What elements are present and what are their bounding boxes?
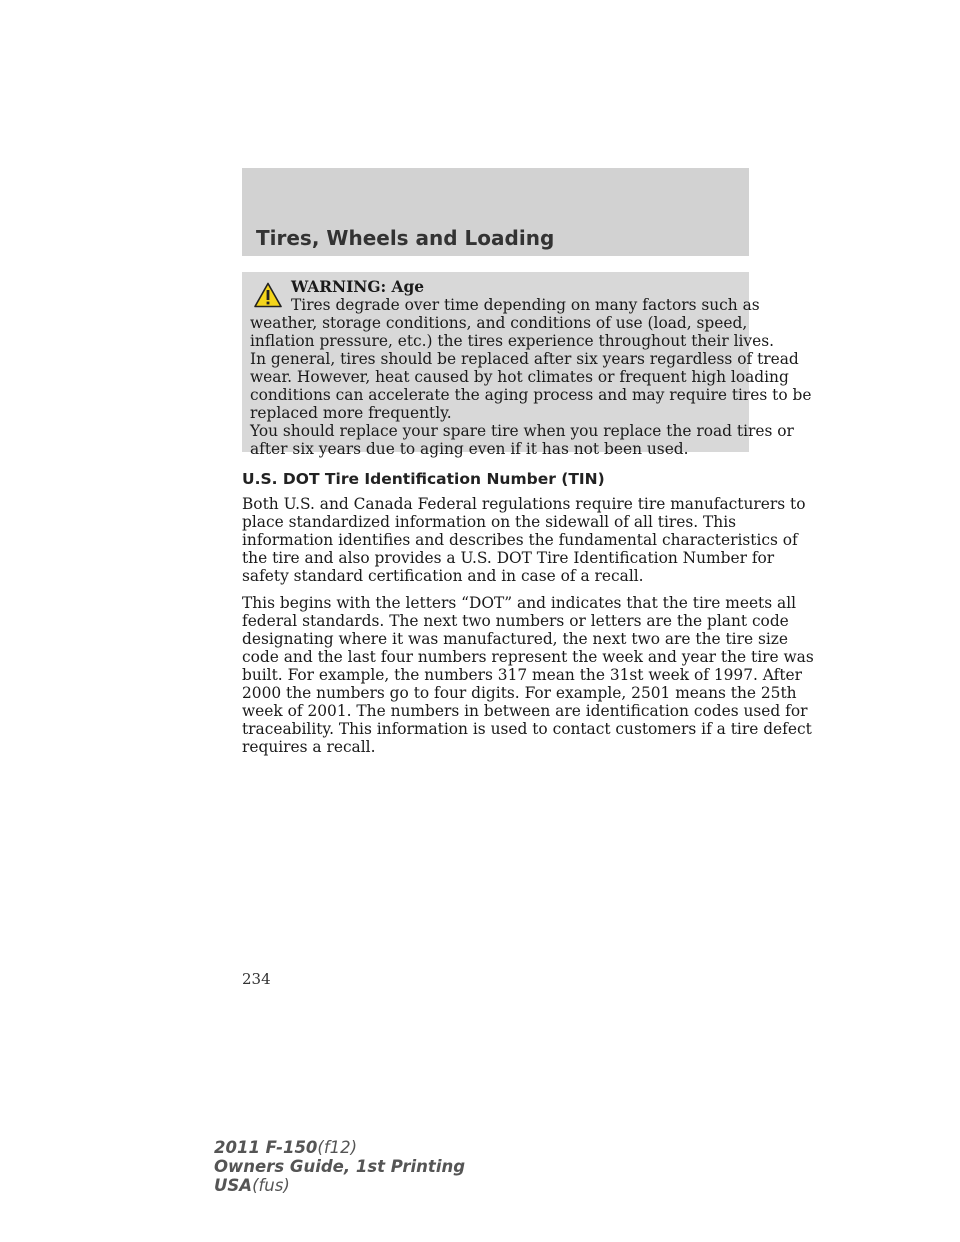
page-number: 234 (242, 970, 271, 988)
paragraph-line: designating where it was manufactured, the next two are the tire size (242, 630, 788, 648)
paragraph-tin-format (242, 594, 814, 756)
paragraph-line: code and the last four numbers represent the week and year the tire was (242, 648, 814, 666)
warning-text-line: You should replace your spare tire when you replace the road tires or (250, 422, 794, 440)
footer-region-code: (fus) (252, 1176, 290, 1195)
warning-icon (254, 282, 282, 308)
paragraph-line: week of 2001. The numbers in between are identification codes used for (242, 702, 808, 720)
footer-region: USA (214, 1176, 253, 1195)
paragraph-line: information identifies and describes the fundamental characteristics of (242, 531, 798, 549)
section-header-band (242, 168, 749, 256)
section-title: Tires, Wheels and Loading (256, 226, 555, 250)
paragraph-line: requires a recall. (242, 738, 376, 756)
paragraph-line: 2000 the numbers go to four digits. For example, 2501 means the 25th (242, 684, 797, 702)
footer-line-guide (214, 1157, 465, 1176)
warning-text-line: after six years due to aging even if it has not been used. (250, 440, 689, 458)
footer-model: 2011 F-150 (214, 1138, 318, 1157)
paragraph-line: federal standards. The next two numbers or letters are the plant code (242, 612, 789, 630)
warning-text-line: replaced more frequently. (250, 404, 452, 422)
paragraph-tin-regulations (242, 495, 806, 585)
section-heading: U.S. DOT Tire Identification Number (TIN) (242, 470, 605, 488)
footer-print-info (214, 1138, 465, 1195)
warning-text-line: In general, tires should be replaced after six years regardless of tread (250, 350, 799, 368)
warning-text-line: wear. However, heat caused by hot climates or frequent high loading (250, 368, 789, 386)
footer-guide: Owners Guide, 1st Printing (214, 1157, 466, 1176)
paragraph-line: traceability. This information is used to contact customers if a tire defect (242, 720, 812, 738)
paragraph-line: place standardized information on the sidewall of all tires. This (242, 513, 737, 531)
paragraph-line: Both U.S. and Canada Federal regulations require tire manufacturers to (242, 495, 806, 513)
warning-text-line: weather, storage conditions, and conditions of use (load, speed, (250, 314, 748, 332)
warning-text-line: conditions can accelerate the aging process and may require tires to be (250, 386, 812, 404)
warning-box (242, 272, 812, 458)
warning-text-line: inflation pressure, etc.) the tires experience throughout their lives. (250, 332, 775, 350)
paragraph-line: the tire and also provides a U.S. DOT Tire Identification Number for (242, 549, 775, 567)
warning-text-line: Tires degrade over time depending on many factors such as (291, 296, 760, 314)
footer-line-model (214, 1138, 465, 1157)
warning-title: WARNING: Age (291, 278, 425, 296)
footer-line-region (214, 1176, 465, 1195)
paragraph-line: This begins with the letters “DOT” and indicates that the tire meets all (242, 594, 797, 612)
paragraph-line: built. For example, the numbers 317 mean the 31st week of 1997. After (242, 666, 802, 684)
paragraph-line: safety standard certification and in case of a recall. (242, 567, 644, 585)
footer-model-code: (f12) (317, 1138, 358, 1157)
